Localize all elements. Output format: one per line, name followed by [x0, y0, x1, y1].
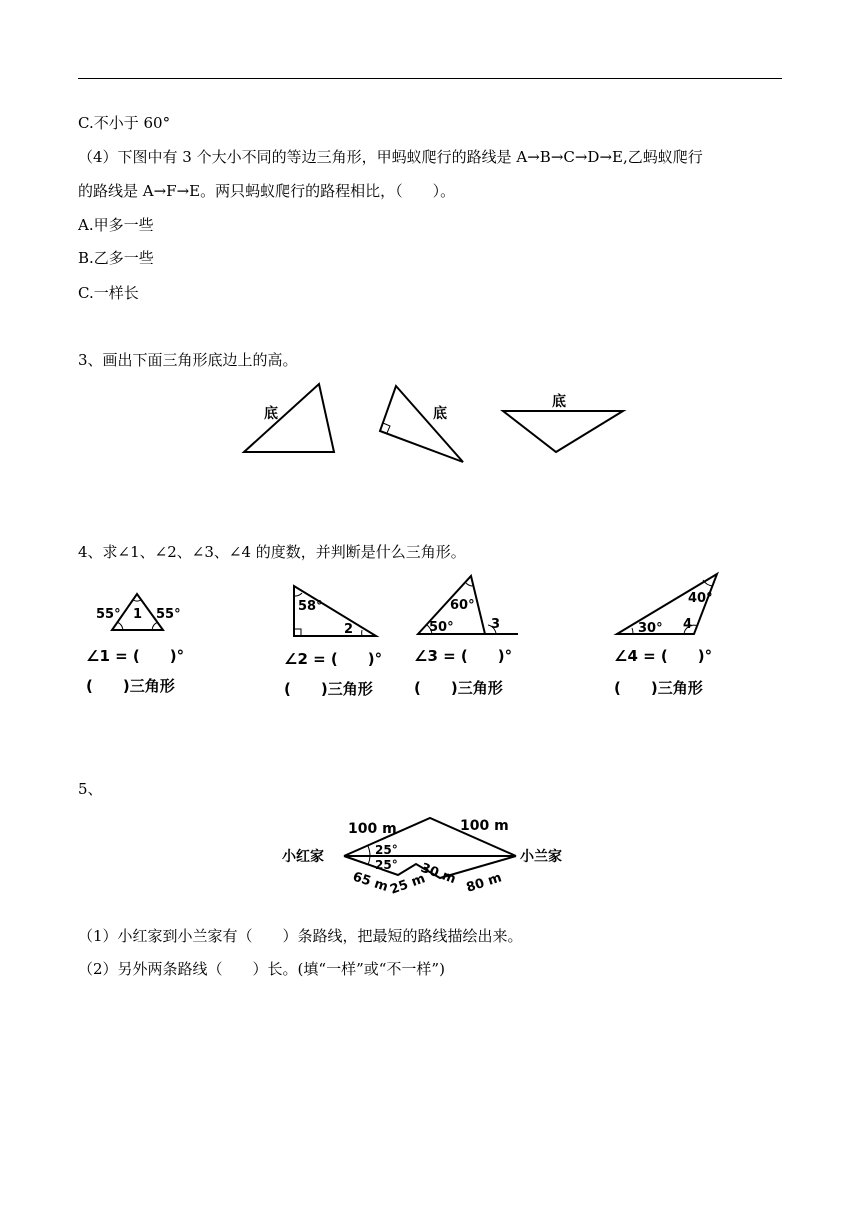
- t4-equation: ∠4 = ( )°: [614, 647, 713, 665]
- t3-angle-60: 60°: [450, 598, 475, 613]
- base-label-1: 底: [264, 406, 278, 422]
- angle-top-label: 25°: [375, 843, 398, 857]
- question-4-title: 4、求∠1、∠2、∠3、∠4 的度数，并判断是什么三角形。: [78, 543, 466, 561]
- option-c-not-less-than-60: C.不小于 60°: [78, 114, 171, 132]
- question-4-text-line2: 的路线是 A→F→E。两只蚂蚁爬行的路程相比，（ ）。: [78, 182, 456, 200]
- q3-triangles-figure: [230, 378, 640, 468]
- question-5-part-2: （2）另外两条路线（ ）长。(填“一样”或“不一样”): [78, 960, 445, 978]
- seg-b1-length: 65 m: [350, 869, 390, 895]
- triangle-2: [380, 386, 463, 462]
- option-a: A.甲多一些: [78, 216, 154, 234]
- seg-mid-length: 30 m: [418, 860, 458, 888]
- angle-arc-2a: [294, 593, 302, 596]
- t2-type: ( )三角形: [284, 680, 373, 698]
- t4-type: ( )三角形: [614, 679, 703, 697]
- t2-angle-58: 58°: [298, 599, 323, 614]
- question-5-title: 5、: [78, 780, 103, 798]
- home-xiaolan: 小兰家: [520, 849, 562, 865]
- seg-top-left-length: 100 m: [348, 821, 397, 837]
- t1-angle-number: 1: [133, 607, 143, 622]
- t3-equation: ∠3 = ( )°: [414, 647, 513, 665]
- question-4-text-line1: （4）下图中有 3 个大小不同的等边三角形，甲蚂蚁爬行的路线是 A→B→C→D→E,乙蚂蚁爬行: [78, 148, 703, 166]
- t2-angle-number: 2: [344, 622, 354, 637]
- base-label-2: 底: [433, 406, 447, 422]
- option-c: C.一样长: [78, 284, 139, 302]
- option-b: B.乙多一些: [78, 249, 154, 267]
- q5-routes-figure: [280, 808, 590, 898]
- t1-type: ( )三角形: [86, 677, 175, 695]
- seg-b3-length: 80 m: [464, 870, 504, 896]
- angle-bottom-label: 25°: [375, 858, 398, 872]
- seg-top-right-length: 100 m: [460, 818, 509, 834]
- t3-angle-50: 50°: [429, 620, 454, 635]
- triangle-1: [244, 384, 334, 452]
- angle-arc-1c: [133, 600, 141, 601]
- t2-equation: ∠2 = ( )°: [284, 650, 383, 668]
- q4-triangles-figure: [90, 570, 740, 642]
- t4-angle-number: 4: [683, 617, 693, 632]
- t3-angle-number: 3: [491, 617, 501, 632]
- t4-angle-30: 30°: [638, 621, 663, 636]
- question-3-title: 3、画出下面三角形底边上的高。: [78, 351, 298, 369]
- angle-arc-top: [368, 846, 370, 856]
- t1-equation: ∠1 = ( )°: [86, 647, 185, 665]
- t1-angle-right: 55°: [156, 607, 181, 622]
- triangle-3: [503, 411, 623, 452]
- t3-type: ( )三角形: [414, 679, 503, 697]
- header-rule: [78, 78, 782, 79]
- right-angle-mark-q4: [294, 629, 301, 636]
- t4-angle-40: 40°: [688, 591, 713, 606]
- home-xiaohong: 小红家: [282, 849, 324, 865]
- seg-b2-length: 25 m: [388, 871, 428, 898]
- t1-angle-left: 55°: [96, 607, 121, 622]
- question-5-part-1: （1）小红家到小兰家有（ ）条路线，把最短的路线描绘出来。: [78, 927, 523, 945]
- angle-arc-bottom: [368, 856, 370, 865]
- base-label-3: 底: [552, 394, 566, 410]
